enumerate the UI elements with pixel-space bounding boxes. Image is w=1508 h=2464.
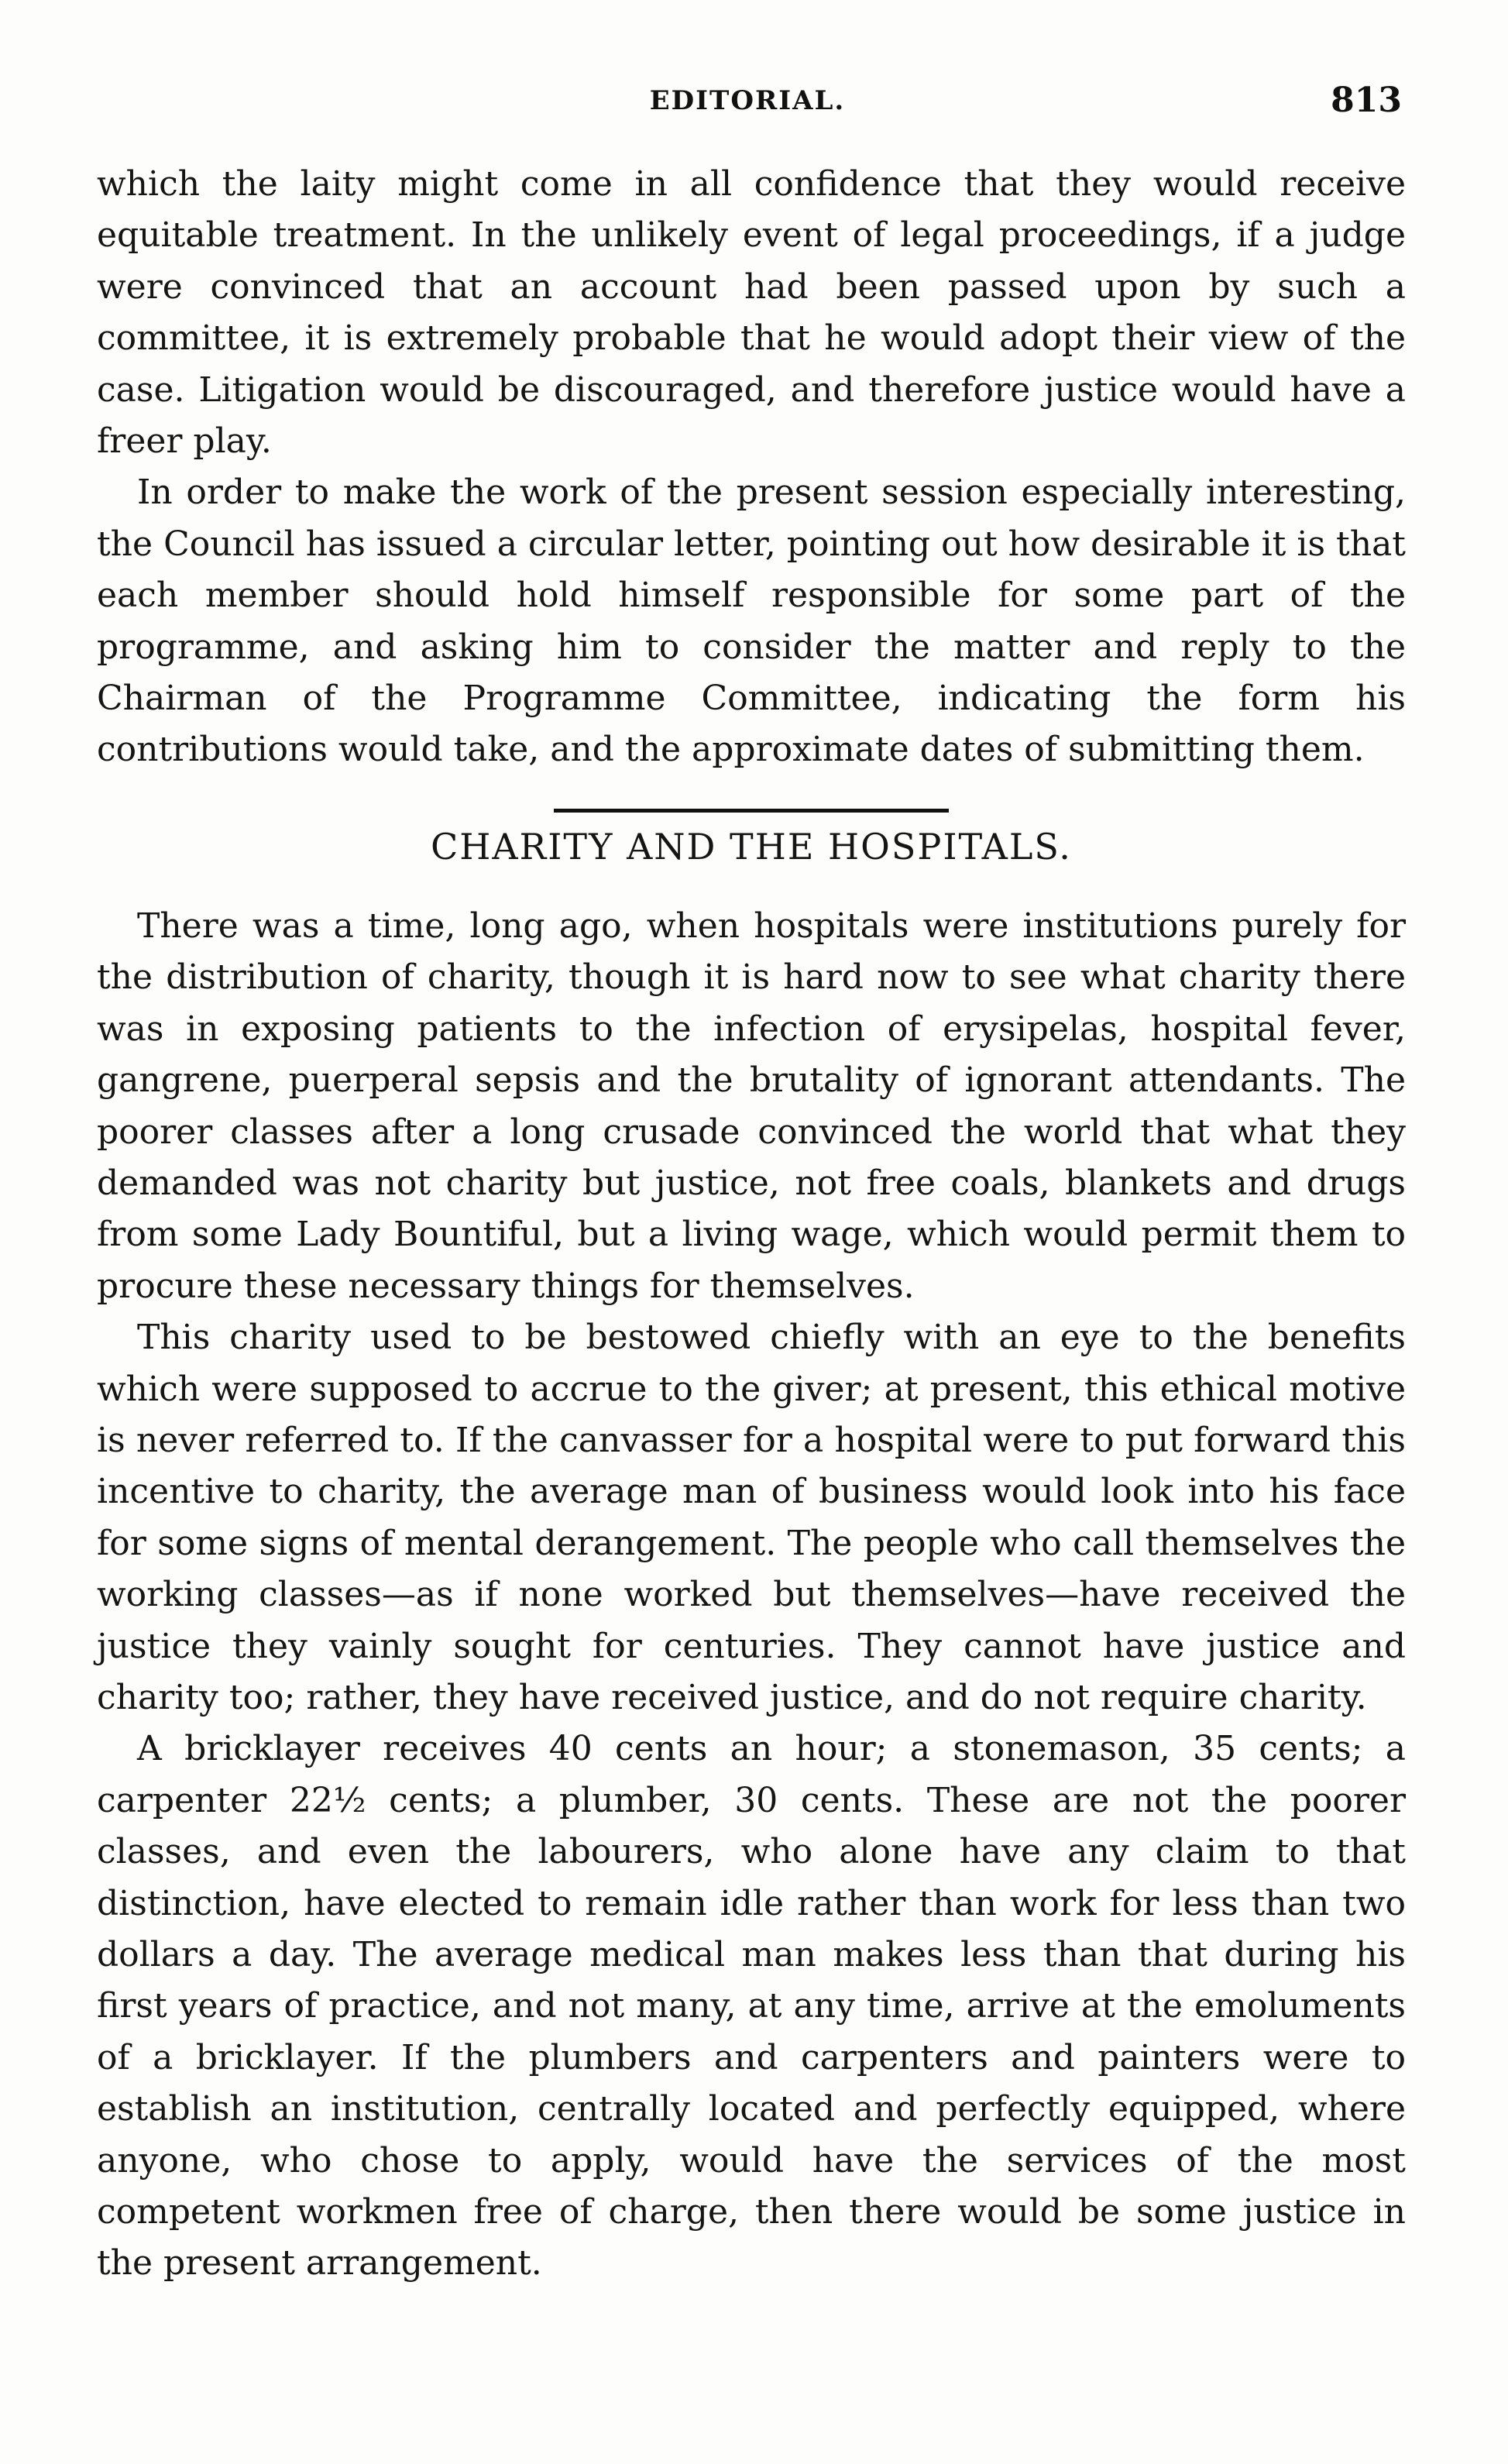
section-title: CHARITY AND THE HOSPITALS. — [431, 825, 1072, 868]
body-text — [97, 159, 1406, 2290]
paragraph-charity-motive: This charity used to be bestowed chiefly with an eye to the benefits which were supposed to accrue to the giver; at present, this ethical motive is never referred to. If the canvasser for a hospital were to put forward this incentive to charity, the average man of business would look into his face for some signs of mental derangement. The people who call themselves the working classes—as if none worked but themselves—have received the justice they vainly sought for centuries. They cannot have justice and charity too; rather, they have received justice, and do not require charity. — [97, 1318, 1406, 1717]
page-header — [93, 81, 1402, 139]
running-head: EDITORIAL. — [649, 85, 846, 116]
section-divider — [554, 809, 949, 813]
paragraph-continued: which the laity might come in all confidence that they would receive equitable treatment. In the unlikely event of legal proceedings, if a judge were convinced that an account had been passed upon by such a committee, it is extremely probable that he would adopt their view of the case. Litigation would be discouraged, and therefore justice would have a freer play. — [97, 164, 1406, 462]
paragraph-hospital-history: There was a time, long ago, when hospitals were institutions purely for the distribution of charity, though it is hard now to see what charity there was in exposing patients to the infection of erysipelas, hospital fever, gangrene, puerperal sepsis and the brutality of ignorant attendants. The poorer classes after a long crusade convinced the world that what they demanded was not charity but justice, not free coals, blankets and drugs from some Lady Bountiful, but a living wage, which would permit them to procure these necessary things for themselves. — [97, 906, 1406, 1306]
paragraph-council-circular: In order to make the work of the present session especially interesting, the Council has issued a circular letter, pointing out how desirable it is that each member should hold himself responsible for some part of the programme, and asking him to consider the matter and reply to the Chairman of the Programme Committee, indicating the form his contributions would take, and the approximate dates of submitting them. — [97, 473, 1406, 770]
paragraph-wages: A bricklayer receives 40 cents an hour; a stonemason, 35 cents; a carpenter 22½ cents; a plumber, 30 cents. These are not the poorer classes, and even the labourers, who alone have any claim to that distinction, have elected to remain idle rather than work for less than two dollars a day. The average medical man makes less than that during his first years of practice, and not many, at any time, arrive at the emoluments of a bricklayer. If the plumbers and carpenters and painters were to establish an institution, centrally located and perfectly equipped, where anyone, who chose to apply, would have the services of the most competent workmen free of charge, then there would be some justice in the present arrangement. — [97, 1729, 1406, 2284]
page-number: 813 — [1331, 81, 1402, 120]
